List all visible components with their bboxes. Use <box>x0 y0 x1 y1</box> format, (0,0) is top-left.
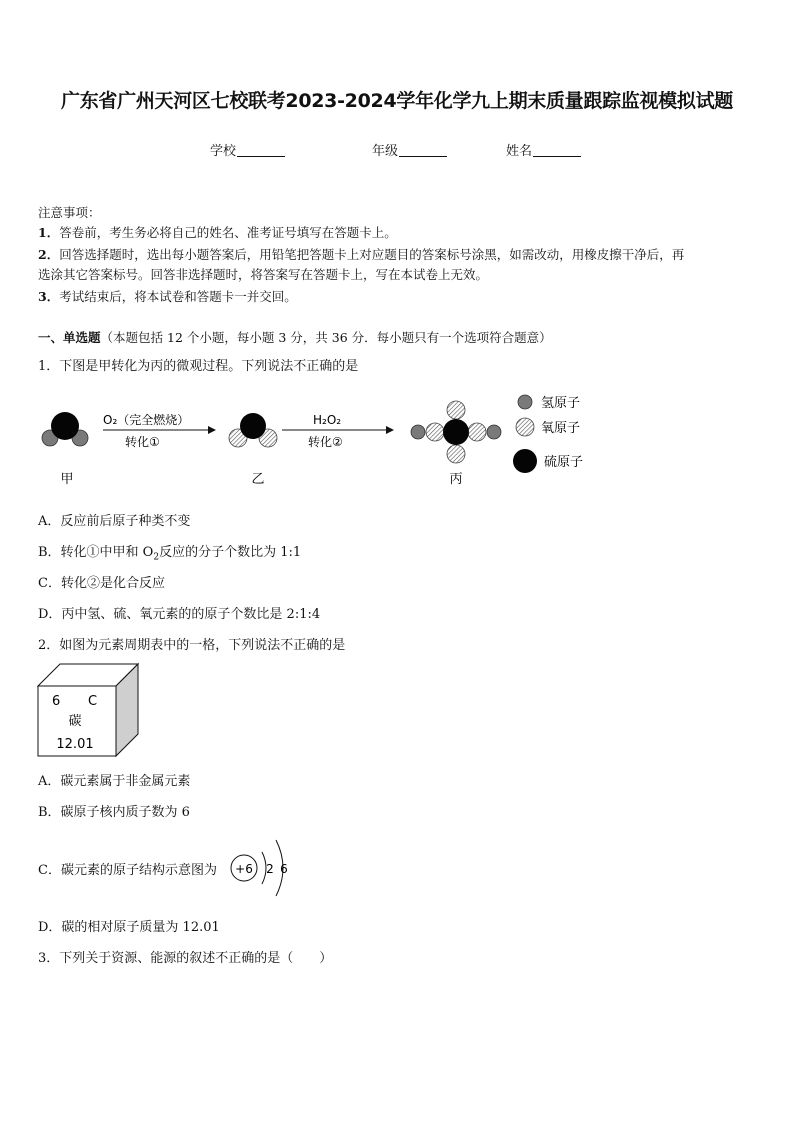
school-field <box>210 140 285 159</box>
legend-oxygen-label: 氧原子 <box>541 421 581 436</box>
label-jia: 甲 <box>60 472 74 487</box>
nucleus-charge: +6 <box>235 862 253 876</box>
section-heading: 一、单选题（本题包括 12 个小题，每小题 3 分，共 36 分．每小题只有一个选项符合题意） <box>38 330 552 345</box>
molecule-jia <box>42 412 88 446</box>
arrow2-bottom-label: 转化② <box>308 435 343 449</box>
label-bing: 丙 <box>449 472 463 487</box>
molecule-bing <box>411 401 501 463</box>
name-field <box>506 140 581 159</box>
q1-option-b: B．转化①中甲和 $O_2$反应的分子个数比为 1:1 <box>38 545 302 563</box>
school-blank <box>237 143 285 157</box>
note-item: 2．回答选择题时，选出每小题答案后，用铅笔把答题卡上对应题目的答案标号涂黑，如需改动，用橡皮擦干净后，再 <box>38 247 685 262</box>
legend-hydrogen-swatch <box>518 395 532 409</box>
shell2-electrons: 6 <box>280 862 288 876</box>
atom-structure-diagram <box>228 832 298 902</box>
note-item: 选涂其它答案标号。回答非选择题时，将答案写在答题卡上，写在本试卷上无效。 <box>38 267 489 282</box>
note-item: 1．答卷前，考生务必将自己的姓名、准考证号填写在答题卡上。 <box>38 225 397 240</box>
sulfur-atom <box>443 419 469 445</box>
grade-label: 年级 <box>372 144 399 159</box>
cell-symbol: C <box>88 694 98 709</box>
cell-atomic-mass: 12.01 <box>56 737 94 752</box>
arrow1-bottom-label: 转化① <box>125 435 160 449</box>
q2-option-a: A．碳元素属于非金属元素 <box>38 774 191 789</box>
sulfur-atom <box>240 413 266 439</box>
q1-stem: 1．下图是甲转化为丙的微观过程。下列说法不正确的是 <box>38 359 359 374</box>
notes-heading: 注意事项： <box>38 205 101 220</box>
cell-element-name: 碳 <box>68 714 82 729</box>
page-title: 广东省广州天河区七校联考2023-2024学年化学九上期末质量跟踪监视模拟试题 <box>61 90 733 112</box>
periodic-cell-diagram <box>30 660 145 760</box>
q2-stem: 2．如图为元素周期表中的一格，下列说法不正确的是 <box>38 638 346 653</box>
legend-hydrogen-label: 氢原子 <box>541 396 581 411</box>
q1-reaction-diagram <box>0 380 794 490</box>
name-label: 姓名 <box>506 144 533 159</box>
q2-option-d: D．碳的相对原子质量为 12.01 <box>38 920 220 935</box>
q1-option-c: C．转化②是化合反应 <box>38 576 165 591</box>
q2-option-c: C．碳元素的原子结构示意图为 <box>38 863 217 878</box>
oxygen-atom <box>447 445 465 463</box>
molecule-yi <box>229 413 277 447</box>
arrow1-top-label: O₂（完全燃烧） <box>103 413 190 427</box>
grade-blank <box>399 143 447 157</box>
cell-atomic-number: 6 <box>52 694 61 709</box>
oxygen-atom <box>468 423 486 441</box>
grade-field <box>372 140 447 159</box>
q2-option-b: B．碳原子核内质子数为 6 <box>38 805 190 820</box>
q3-stem: 3．下列关于资源、能源的叙述不正确的是（ ） <box>38 951 333 966</box>
label-yi: 乙 <box>251 472 265 487</box>
legend-sulfur-label: 硫原子 <box>544 455 584 470</box>
hydrogen-atom <box>487 425 501 439</box>
name-blank <box>533 143 581 157</box>
sulfur-atom <box>51 412 79 440</box>
shell1-electrons: 2 <box>266 862 274 876</box>
oxygen-atom <box>426 423 444 441</box>
note-item: 3．考试结束后，将本试卷和答题卡一并交回。 <box>38 289 297 304</box>
school-label: 学校 <box>210 144 237 159</box>
legend-sulfur-swatch <box>513 449 537 473</box>
q1-option-d: D．丙中氢、硫、氧元素的的原子个数比是 2:1:4 <box>38 607 321 622</box>
legend <box>513 395 583 473</box>
hydrogen-atom <box>411 425 425 439</box>
q1-option-a: A．反应前后原子种类不变 <box>38 514 191 529</box>
arrow2-top-label: H₂O₂ <box>313 413 342 427</box>
legend-oxygen-swatch <box>516 418 534 436</box>
oxygen-atom <box>447 401 465 419</box>
